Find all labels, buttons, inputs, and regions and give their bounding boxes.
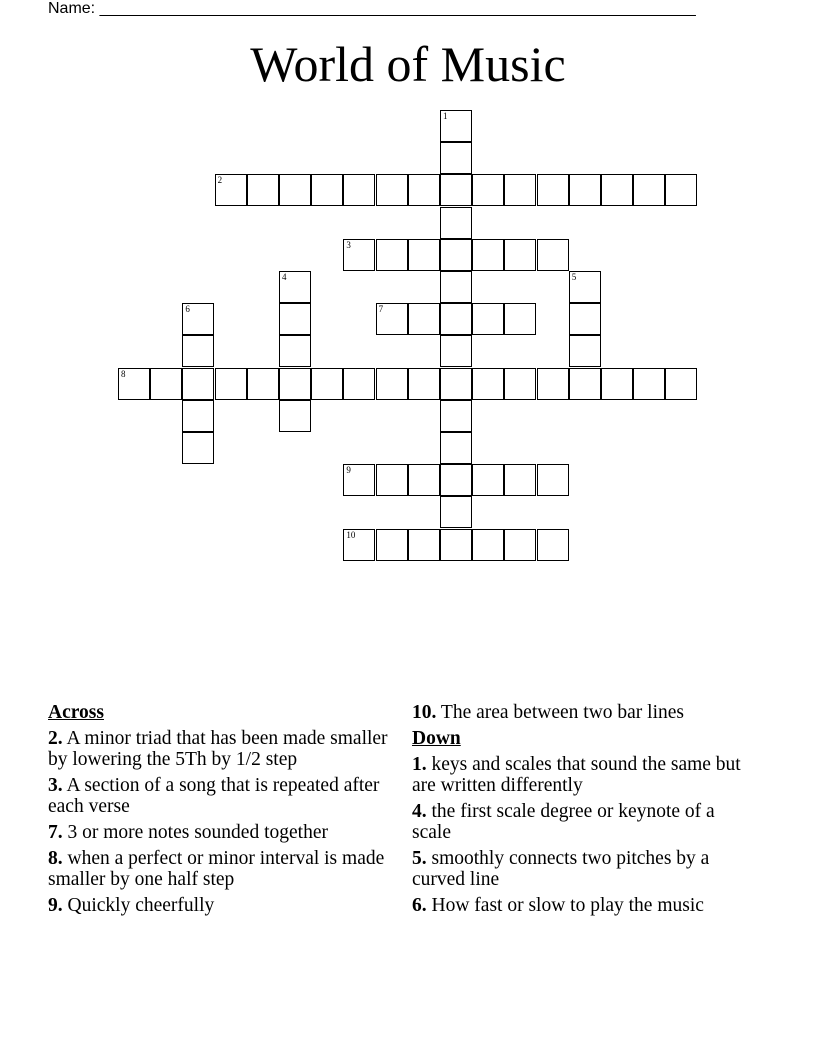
grid-cell[interactable] <box>440 110 472 142</box>
clue-text: when a perfect or minor interval is made smaller by one half step <box>48 848 385 890</box>
grid-cell[interactable] <box>343 239 375 271</box>
grid-cell[interactable] <box>665 368 697 400</box>
grid-cell[interactable] <box>440 368 472 400</box>
grid-cell[interactable] <box>408 529 440 561</box>
grid-cell[interactable] <box>343 464 375 496</box>
grid-cell[interactable] <box>440 174 472 206</box>
grid-cell[interactable] <box>569 335 601 367</box>
grid-cell[interactable] <box>537 174 569 206</box>
grid-cell[interactable] <box>440 400 472 432</box>
grid-cell[interactable] <box>408 464 440 496</box>
clue-text: A minor triad that has been made smaller by lowering the 5Th by 1/2 step <box>48 728 388 770</box>
grid-cell[interactable] <box>408 239 440 271</box>
clue-across-2 <box>48 728 388 770</box>
grid-cell[interactable] <box>537 464 569 496</box>
cell-number: 5 <box>571 272 577 282</box>
grid-cell[interactable] <box>408 174 440 206</box>
grid-cell[interactable] <box>440 142 472 174</box>
grid-cell[interactable] <box>665 174 697 206</box>
grid-cell[interactable] <box>182 303 214 335</box>
grid-cell[interactable] <box>440 271 472 303</box>
grid-cell[interactable] <box>440 303 472 335</box>
grid-cell[interactable] <box>569 271 601 303</box>
grid-cell[interactable] <box>247 368 279 400</box>
grid-cell[interactable] <box>279 368 311 400</box>
cell-number: 9 <box>346 465 351 476</box>
clue-across-8 <box>48 848 388 890</box>
clue-across-3 <box>48 775 388 817</box>
grid-cell[interactable] <box>601 368 633 400</box>
clue-text: How fast or slow to play the music <box>431 895 704 916</box>
grid-cell[interactable] <box>537 239 569 271</box>
clue-number: 2. <box>48 728 63 749</box>
grid-cell[interactable] <box>182 368 214 400</box>
grid-cell[interactable] <box>537 529 569 561</box>
grid-cell[interactable] <box>376 174 408 206</box>
page-title: World of Music <box>250 36 566 92</box>
clue-number: 7. <box>48 822 63 843</box>
cell-number: 3 <box>346 239 351 250</box>
clue-down-1 <box>412 754 757 796</box>
clue-number: 6. <box>412 895 427 916</box>
name-field[interactable]: Name: ___________________________________________________________________ <box>48 0 696 17</box>
grid-cell[interactable] <box>601 174 633 206</box>
grid-cell[interactable] <box>440 464 472 496</box>
grid-cell[interactable] <box>440 529 472 561</box>
clue-down-4 <box>412 801 757 843</box>
grid-cell[interactable] <box>472 303 504 335</box>
clue-text: smoothly connects two pitches by a curved line <box>412 848 710 890</box>
grid-cell[interactable] <box>504 239 536 271</box>
grid-cell[interactable] <box>472 174 504 206</box>
grid-cell[interactable] <box>408 303 440 335</box>
clue-number: 3. <box>48 775 63 796</box>
grid-cell[interactable] <box>376 239 408 271</box>
grid-cell[interactable] <box>215 174 247 206</box>
grid-cell[interactable] <box>343 174 375 206</box>
down-heading: Down <box>412 728 461 749</box>
grid-cell[interactable] <box>633 174 665 206</box>
clue-across-10 <box>412 702 757 723</box>
grid-cell[interactable] <box>182 432 214 464</box>
grid-cell[interactable] <box>343 368 375 400</box>
cell-number: 1 <box>443 111 448 121</box>
clue-text: Quickly cheerfully <box>67 895 215 916</box>
clue-number: 9. <box>48 895 63 916</box>
grid-cell[interactable] <box>376 529 408 561</box>
grid-cell[interactable] <box>279 271 311 303</box>
clues-right-column <box>412 702 757 921</box>
clue-down-6 <box>412 895 757 916</box>
grid-cell[interactable] <box>633 368 665 400</box>
grid-cell[interactable] <box>504 368 536 400</box>
grid-cell[interactable] <box>472 239 504 271</box>
grid-cell[interactable] <box>440 207 472 239</box>
clue-number: 5. <box>412 848 427 869</box>
grid-cell[interactable] <box>504 303 536 335</box>
clues-left-column <box>48 702 388 921</box>
clue-down-5 <box>412 848 757 890</box>
grid-cell[interactable] <box>504 174 536 206</box>
clue-number: 4. <box>412 801 427 822</box>
clue-number: 10. <box>412 702 437 723</box>
grid-cell[interactable] <box>440 335 472 367</box>
grid-cell[interactable] <box>279 400 311 432</box>
across-heading: Across <box>48 702 104 723</box>
clue-across-9 <box>48 895 388 916</box>
cell-number: 10 <box>346 529 356 540</box>
grid-cell[interactable] <box>408 368 440 400</box>
grid-cell[interactable] <box>279 174 311 206</box>
cell-number: 7 <box>378 304 384 315</box>
grid-cell[interactable] <box>472 529 504 561</box>
clue-text: keys and scales that sound the same but are written differently <box>412 754 741 796</box>
grid-cell[interactable] <box>279 335 311 367</box>
grid-cell[interactable] <box>150 368 182 400</box>
cell-number: 4 <box>282 272 287 282</box>
grid-cell[interactable] <box>569 174 601 206</box>
grid-cell[interactable] <box>440 432 472 464</box>
clue-across-7 <box>48 822 388 843</box>
cell-number: 6 <box>185 304 190 315</box>
grid-cell[interactable] <box>247 174 279 206</box>
grid-cell[interactable] <box>215 368 247 400</box>
grid-cell[interactable] <box>569 368 601 400</box>
grid-cell[interactable] <box>504 529 536 561</box>
grid-cell[interactable] <box>504 464 536 496</box>
grid-cell[interactable] <box>472 368 504 400</box>
clue-text: the first scale degree or keynote of a scale <box>412 801 715 843</box>
grid-cell[interactable] <box>118 368 150 400</box>
grid-cell[interactable] <box>311 174 343 206</box>
clue-text: The area between two bar lines <box>440 702 684 723</box>
cell-number: 2 <box>217 175 223 186</box>
grid-cell[interactable] <box>472 464 504 496</box>
clue-number: 8. <box>48 848 63 869</box>
grid-cell[interactable] <box>440 496 472 528</box>
grid-cell[interactable] <box>537 368 569 400</box>
grid-cell[interactable] <box>569 303 601 335</box>
grid-cell[interactable] <box>440 239 472 271</box>
grid-cell[interactable] <box>376 303 408 335</box>
grid-cell[interactable] <box>376 464 408 496</box>
clue-text: 3 or more notes sounded together <box>67 822 328 843</box>
clue-text: A section of a song that is repeated after each verse <box>48 775 380 817</box>
grid-cell[interactable] <box>279 303 311 335</box>
grid-cell[interactable] <box>311 368 343 400</box>
grid-cell[interactable] <box>376 368 408 400</box>
clue-number: 1. <box>412 754 427 775</box>
grid-cell[interactable] <box>182 400 214 432</box>
grid-cell[interactable] <box>343 529 375 561</box>
cell-number: 8 <box>121 368 126 379</box>
grid-cell[interactable] <box>182 335 214 367</box>
